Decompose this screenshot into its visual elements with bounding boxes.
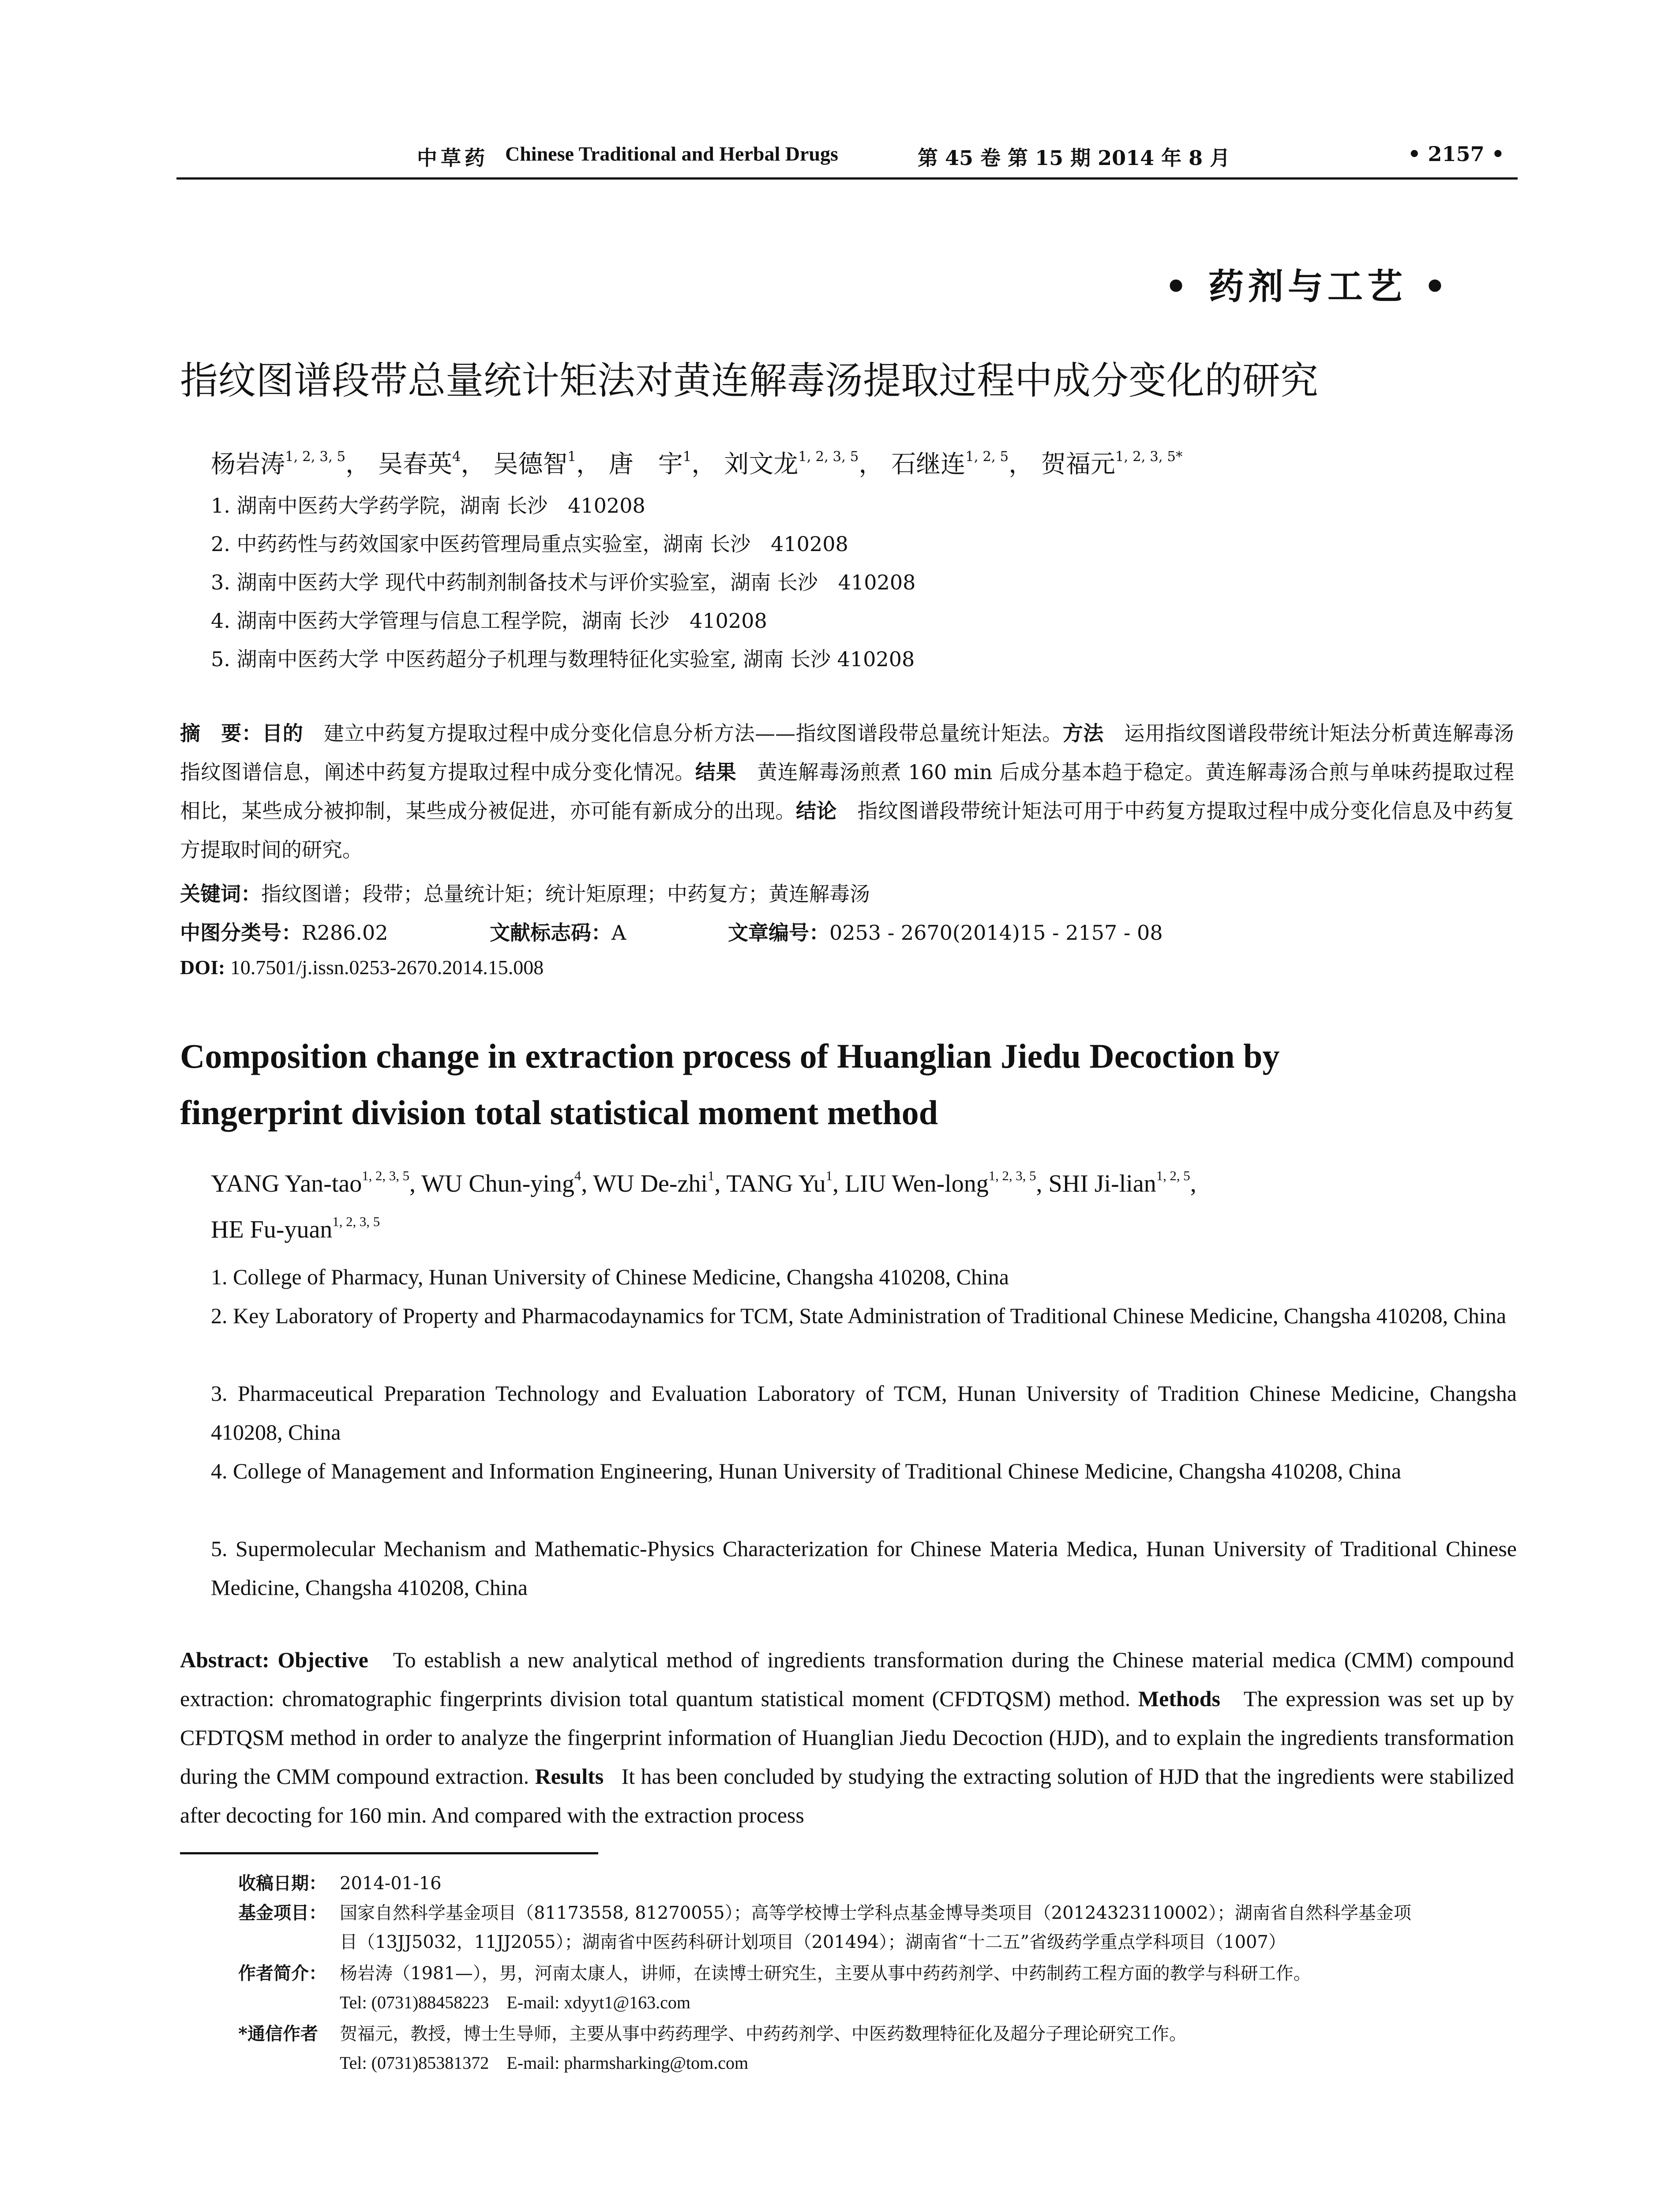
author-affiliation-mark: 1, 2, 3, 5* — [1115, 448, 1183, 465]
author-cn: 贺福元 — [1041, 450, 1115, 479]
author-affiliation-mark: 1 — [825, 1168, 832, 1183]
footnote-text: 贺福元，教授，博士生导师，主要从事中药药理学、中药药剂学、中医药数理特征化及超分子理论研究工作。 — [340, 2024, 1187, 2044]
objective-text: 建立中药复方提取过程中成分变化信息分析方法——指纹图谱段带总量统计矩法。 — [323, 721, 1063, 745]
results-text: 黄连解毒汤煎煮 160 min 后成分基本趋于稳定。黄连解毒汤合煎与单味药提取过程相比，某些成分被抑制，某些成分被促进，亦可能有新成分的出现。 — [180, 760, 1515, 823]
footnote-label: 收稿日期： — [238, 1873, 326, 1894]
author-affiliation-mark: 4 — [452, 448, 461, 465]
affiliation-cn: 4. 湖南中医药大学管理与信息工程学院，湖南 长沙 410208 — [211, 609, 767, 633]
affiliation-en: 1. College of Pharmacy, Hunan University of Chinese Medicine, Changsha 410208, China — [211, 1264, 1009, 1289]
author-en: HE Fu-yuan — [211, 1216, 333, 1243]
footnote-received — [238, 1869, 1518, 1898]
affiliation-cn: 3. 湖南中医药大学 现代中药制剂制备技术与评价实验室，湖南 长沙 410208 — [211, 570, 916, 594]
author-cn: 石继连 — [891, 450, 966, 479]
article-number-value: 0253 - 2670(2014)15 - 2157 - 08 — [829, 921, 1163, 945]
author-affiliation-mark: 1 — [567, 448, 576, 465]
clc-value: R286.02 — [302, 921, 388, 945]
author-affiliation-mark: 1, 2, 3, 5 — [362, 1168, 410, 1183]
author-cn: 杨岩涛 — [211, 450, 285, 479]
methods-label: Methods — [1138, 1686, 1220, 1711]
doccode-label: 文献标志码： — [490, 921, 611, 945]
keywords-label: 关键词： — [180, 882, 261, 906]
clc-label: 中图分类号： — [180, 921, 302, 945]
footnote-rule — [180, 1852, 598, 1854]
classification-line — [180, 917, 388, 946]
affiliation-en: 2. Key Laboratory of Property and Pharmacodaynamics for TCM, State Administration of Traditional Chinese Medicine, Changsha 410208, China — [211, 1303, 1507, 1328]
affiliation-cn: 5. 湖南中医药大学 中医药超分子机理与数理特征化实验室, 湖南 长沙 410208 — [211, 647, 915, 671]
affiliation-en: 5. Supermolecular Mechanism and Mathematic-Physics Characterization for Chinese Materia Medica, Hunan University of Traditional Chinese Medicine, Changsha 410208, China — [211, 1536, 1517, 1600]
doi-line — [180, 956, 544, 979]
footnote-label: 基金项目： — [238, 1902, 326, 1923]
author-en: SHI Ji-lian — [1048, 1170, 1156, 1197]
footnote-fund — [238, 1898, 1518, 1957]
author-cn: 刘文龙 — [724, 450, 799, 479]
doi-label: DOI: — [180, 956, 225, 979]
methods-text: 运用指纹图谱段带统计矩法分析黄连解毒汤指纹图谱信息，阐述中药复方提取过程中成分变化情况。 — [180, 721, 1515, 784]
author-en: WU Chun-ying — [421, 1170, 574, 1197]
header-rule — [176, 177, 1518, 180]
author-affiliation-mark: 1 — [707, 1168, 715, 1183]
journal-name-en: Chinese Traditional and Herbal Drugs — [505, 143, 838, 165]
objective-label: Objective — [278, 1647, 368, 1672]
methods-label: 方法 — [1062, 721, 1104, 745]
author-affiliation-mark: 1, 2, 3, 5 — [332, 1214, 380, 1229]
author-affiliation-mark: 1, 2, 5 — [965, 448, 1009, 465]
doi-value: 10.7501/j.issn.0253-2670.2014.15.008 — [230, 956, 544, 979]
results-text: It has been concluded by studying the extracting solution of HJD that the ingredients were stabilized after decocting for 160 min. And compared with the extraction process — [180, 1764, 1514, 1827]
footnote-text: 2014-01-16 — [340, 1873, 442, 1894]
abstract-label: Abstract: — [180, 1647, 270, 1672]
affiliation-en: 4. College of Management and Information Engineering, Hunan University of Traditional Chinese Medicine, Changsha 410208, China — [211, 1459, 1402, 1483]
objective-text: To establish a new analytical method of ingredients transformation during the Chinese material medica (CMM) compound extraction: chromatographic fingerprints division total quantum statistical moment (CFDTQSM) method. — [180, 1647, 1514, 1711]
author-affiliation-mark: 1, 2, 5 — [1156, 1168, 1190, 1183]
author-cn: 唐 宇 — [608, 450, 683, 479]
issue-info: 第 45 卷 第 15 期 2014 年 8 月 — [918, 146, 1230, 170]
results-label: Results — [535, 1764, 604, 1789]
footnote-label: *通信作者 — [238, 2023, 318, 2044]
abstract-en — [180, 1640, 1514, 1835]
document-code — [490, 917, 626, 946]
affiliation-cn: 2. 中药药性与药效国家中医药管理局重点实验室，湖南 长沙 410208 — [211, 532, 848, 556]
footnote-text: 国家自然科学基金项目（81173558, 81270055）；高等学校博士学科点基金博导类项目（20124323110002）；湖南省自然科学基金项 — [340, 1903, 1411, 1923]
objective-label: 目的 — [262, 721, 304, 745]
authors-en: YANG Yan-tao$^{1, 2, 3, 5}$, WU Chun-ying$^4$, WU De-zhi$^1$, TANG Yu$^1$, LIU Wen-long$^{1, 2, 3, 5}$, SHI Ji-lian$^{1, 2, 5}$, HE Fu-yuan$^{1, 2, 3, 5}$ — [211, 1168, 1196, 1243]
footnote-author — [238, 1959, 1518, 2017]
affiliation-en: 3. Pharmaceutical Preparation Technology and Evaluation Laboratory of TCM, Hunan University of Tradition Chinese Medicine, Changsha 410208, China — [211, 1381, 1517, 1444]
keywords-cn — [180, 878, 870, 907]
conclusion-text: 指纹图谱段带统计矩法可用于中药复方提取过程中成分变化信息及中药复方提取时间的研究。 — [180, 799, 1514, 862]
author-affiliation-mark: 1, 2, 3, 5 — [798, 448, 859, 465]
author-cn: 吴春英 — [378, 450, 452, 479]
keywords-text: 指纹图谱；段带；总量统计矩；统计矩原理；中药复方；黄连解毒汤 — [261, 882, 870, 906]
authors-cn: 杨岩涛$^{1, 2, 3, 5}$， 吴春英$^4$， 吴德智$^1$， 唐 宇$^1$， 刘文龙$^{1, 2, 3, 5}$， 石继连$^{1, 2, 5}$， 贺福元$^{1, 2, 3, 5*}$ — [211, 448, 1183, 479]
author-affiliation-mark: 1, 2, 3, 5 — [988, 1168, 1036, 1183]
author-affiliation-mark: 1, 2, 3, 5 — [285, 448, 346, 465]
footnote-contact: Tel: (0731)88458223 E-mail: xdyyt1@163.com — [340, 1992, 691, 2012]
section-label: • 药剂与工艺 • — [1165, 266, 1451, 307]
author-affiliation-mark: 4 — [574, 1168, 581, 1183]
results-label: 结果 — [695, 760, 737, 784]
title-cn: 指纹图谱段带总量统计矩法对黄连解毒汤提取过程中成分变化的研究 — [180, 359, 1318, 403]
methods-text: The expression was set up by CFDTQSM method in order to analyze the fingerprint information of Huanglian Jiedu Decoction (HJD), and to explain the ingredients transformation during the CMM compound extraction. — [180, 1686, 1514, 1789]
title-en-line: Composition change in extraction process of Huanglian Jiedu Decoction by — [180, 1037, 1280, 1075]
article-number — [728, 917, 1163, 946]
conclusion-label: 结论 — [795, 799, 837, 823]
affiliation-cn: 1. 湖南中医药大学药学院，湖南 长沙 410208 — [211, 494, 645, 518]
abstract-label: 摘 要： — [180, 721, 262, 745]
footnote-label: 作者简介： — [238, 1963, 326, 1984]
abstract-cn — [180, 714, 1514, 869]
author-en: LIU Wen-long — [844, 1170, 989, 1197]
title-en-line: fingerprint division total statistical moment method — [180, 1093, 938, 1132]
journal-name-cn: 中草药 — [417, 146, 488, 170]
footnote-text: 杨岩涛（1981—），男，河南太康人，讲师，在读博士研究生，主要从事中药药剂学、中药制药工程方面的教学与科研工作。 — [340, 1963, 1311, 1984]
running-header — [176, 142, 1518, 177]
footnote-text: 目（13JJ5032，11JJ2055）；湖南省中医药科研计划项目（201494）；湖南省“十二五”省级药学重点学科项目（1007） — [340, 1932, 1286, 1952]
doccode-value: A — [611, 921, 626, 945]
article-number-label: 文章编号： — [728, 921, 829, 945]
author-en: YANG Yan-tao — [211, 1170, 362, 1197]
page-number: • 2157 • — [1408, 142, 1504, 166]
author-affiliation-mark: 1 — [682, 448, 692, 465]
title-en — [180, 1028, 1512, 1141]
author-en: TANG Yu — [726, 1170, 826, 1197]
author-en: WU De-zhi — [593, 1170, 708, 1197]
footnote-corresponding — [238, 2019, 1518, 2078]
footnote-contact: Tel: (0731)85381372 E-mail: pharmsharking@tom.com — [340, 2053, 749, 2073]
author-cn: 吴德智 — [493, 450, 568, 479]
